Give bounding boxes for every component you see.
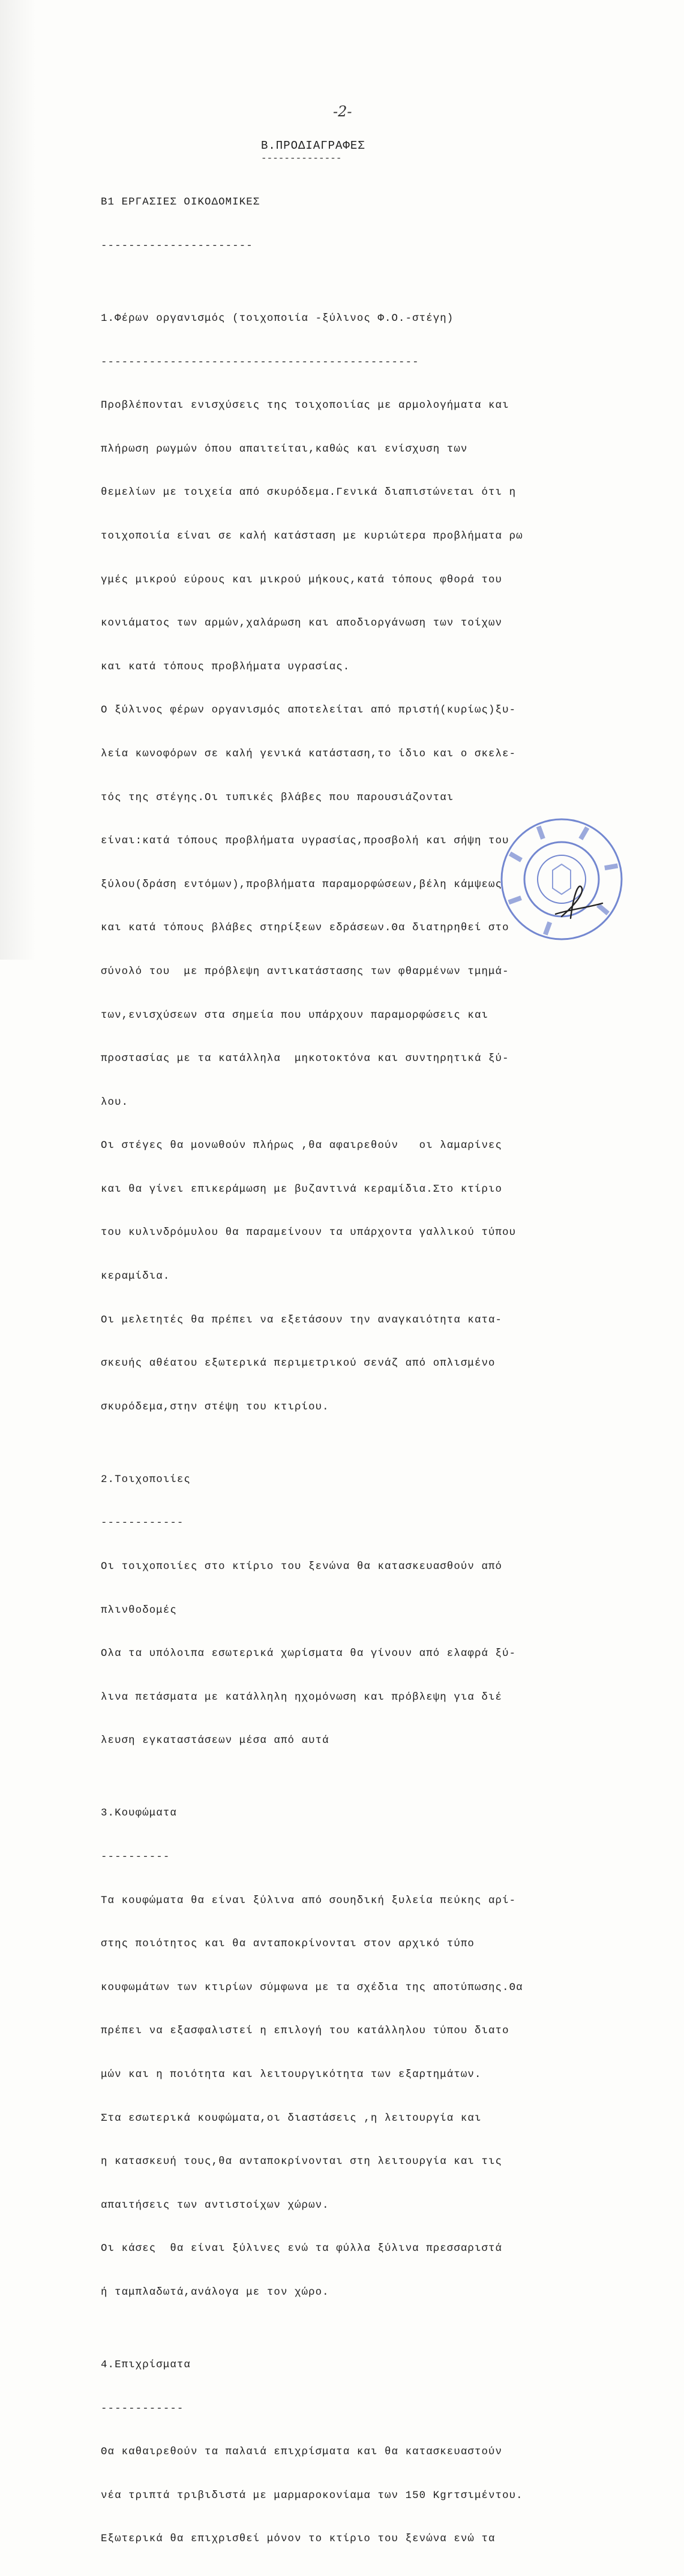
paragraph-line: μών και η ποιότητα και λειτουργικότητα των εξαρτημάτων. [101,2069,482,2081]
paragraph-line: Εξωτερικά θα επιχρισθεί μόνον το κτίριο του ξενώνα ενώ τα [101,2533,496,2545]
paragraph-line: και κατά τόπους βλάβες στηρίξεων εδράσεων.Θα διατηρηθεί στο [101,922,509,934]
paragraph-line: λεία κωνοφόρων σε καλή γενικά κατάσταση,το ίδιο και ο σκελε- [101,748,517,760]
subsection-underline: ---------------------- [101,241,253,252]
paragraph-line: Οι στέγες θα μονωθούν πλήρως ,θα αφαιρεθούν οι λαμαρίνες [101,1140,503,1152]
paragraph-line: λινα πετάσματα με κατάλληλη ηχομόνωση και πρόβλεψη για διέ [101,1691,503,1703]
paragraph-line: Θα καθαιρεθούν τα παλαιά επιχρίσματα και θα κατασκευαστούν [101,2446,503,2458]
paragraph-line: λου. [101,1096,129,1108]
paragraph-line: και θα γίνει επικεράμωση με βυζαντινά κεραμίδια.Στο κτίριο [101,1183,503,1195]
paragraph-line: κονιάματος των αρμών,χαλάρωση και αποδιοργάνωση των τοίχων [101,618,503,630]
block-heading-underline: ------------ [101,2403,184,2415]
paragraph-line: πλήρωση ρωγμών όπου απαιτείται,καθώς και ενίσχυση των [101,443,468,455]
subsection-title: Β1 ΕΡΓΑΣΙΕΣ ΟΙΚΟΔΟΜΙΚΕΣ [101,197,260,209]
paragraph-line: είναι:κατά τόπους προβλήματα υγρασίας,προσβολή και σήψη του [101,835,509,847]
paragraph-line: Οι μελετητές θα πρέπει να εξετάσουν την αναγκαιότητα κατα- [101,1314,503,1326]
paragraph-line: γμές μικρού εύρους και μικρού μήκους,κατά τόπους φθορά του [101,574,503,586]
paragraph-line: τοιχοποιία είναι σε καλή κατάσταση με κυριώτερα προβλήματα ρω [101,530,523,542]
paragraph-line: Οι τοιχοποιίες στο κτίριο του ξενώνα θα κατασκευασθούν από [101,1561,503,1573]
page-number: -2- [333,103,352,120]
paragraph-line: τός της στέγης.Οι τυπικές βλάβες που παρουσιάζονται [101,792,454,804]
paragraph-line: λευση εγκαταστάσεων μέσα από αυτά [101,1735,329,1747]
paragraph-line: σκευής αθέατου εξωτερικά περιμετρικού σενάζ από οπλισμένο [101,1358,496,1370]
paragraph-line: Ολα τα υπόλοιπα εσωτερικά χωρίσματα θα γίνουν από ελαφρά ξύ- [101,1648,517,1660]
paragraph-line: θεμελίων με τοιχεία από σκυρόδεμα.Γενικά διαπιστώνεται ότι η [101,487,517,499]
paragraph-line: νέα τριπτά τριβιδιστά με μαρμαροκονίαμα των 150 Kgrτσιμέντου. [101,2490,523,2502]
paragraph-line: του κυλινδρόμυλου θα παραμείνουν τα υπάρχοντα γαλλικού τύπου [101,1227,517,1239]
block-heading: 4.Επιχρίσματα [101,2359,191,2371]
paragraph-line: Προβλέπονται ενισχύσεις της τοιχοποιίας με αρμολογήματα και [101,400,509,412]
block-heading-underline: ---------------------------------------------- [101,356,419,368]
section-title: Β.ΠΡΟΔΙΑΓΡΑΦΕΣ [261,139,365,152]
paragraph-line: πλινθοδομές [101,1604,177,1616]
paragraph-line: Στα εσωτερικά κουφώματα,οι διαστάσεις ,η λειτουργία και [101,2112,482,2124]
paragraph-line: Οι κάσες θα είναι ξύλινες ενώ τα φύλλα ξύλινα πρεσσαριστά [101,2243,503,2255]
block-heading-underline: ------------ [101,1517,184,1529]
paragraph-line: σκυρόδεμα,στην στέψη του κτιρίου. [101,1401,329,1413]
paragraph-line: πρέπει να εξασφαλιστεί η επιλογή του κατάλληλου τύπου διατο [101,2025,509,2037]
paragraph-line: κεραμίδια. [101,1271,170,1283]
paragraph-line: απαιτήσεις των αντιστοίχων χώρων. [101,2199,329,2211]
paragraph-line: σύνολό του με πρόβλεψη αντικατάστασης των φθαρμένων τμημά- [101,966,509,978]
official-seal-icon [496,813,628,945]
paragraph-line: στης ποιότητος και θα ανταποκρίνονται στον αρχικό τύπο [101,1938,475,1950]
paragraph-line: και κατά τόπους προβλήματα υγρασίας. [101,661,350,673]
paragraph-line: κουφωμάτων των κτιρίων σύμφωνα με τα σχέδια της αποτύπωσης.Θα [101,1982,523,1994]
paragraph-line: Ο ξύλινος φέρων οργανισμός αποτελείται από πριστή(κυρίως)ξυ- [101,705,517,717]
paragraph-line: Τα κουφώματα θα είναι ξύλινα από σουηδική ξυλεία πεύκης αρί- [101,1895,517,1907]
main-text [101,167,617,2576]
block-heading: 2.Τοιχοποιίες [101,1474,191,1486]
paragraph-line: ή ταμπλαδωτά,ανάλογα με τον χώρο. [101,2286,329,2298]
block-heading-underline: ---------- [101,1851,170,1863]
block-heading: 1.Φέρων οργανισμός (τοιχοποιία -ξύλινος Φ.Ο.-στέγη) [101,313,454,324]
section-title-underline: -------------- [261,153,342,164]
paragraph-line: ξύλου(δράση εντόμων),προβλήματα παραμορφώσεων,βέλη κάμψεως [101,879,503,891]
paragraph-line: προστασίας με τα κατάλληλα μηκοτοκτόνα και συντηρητικά ξύ- [101,1053,509,1065]
scan-edge-shadow [0,0,36,960]
block-heading: 3.Κουφώματα [101,1808,177,1820]
paragraph-line: η κατασκευή τους,θα ανταποκρίνονται στη λειτουργία και τις [101,2156,503,2168]
paragraph-line: των,ενισχύσεων στα σημεία που υπάρχουν παραμορφώσεις και [101,1009,489,1021]
